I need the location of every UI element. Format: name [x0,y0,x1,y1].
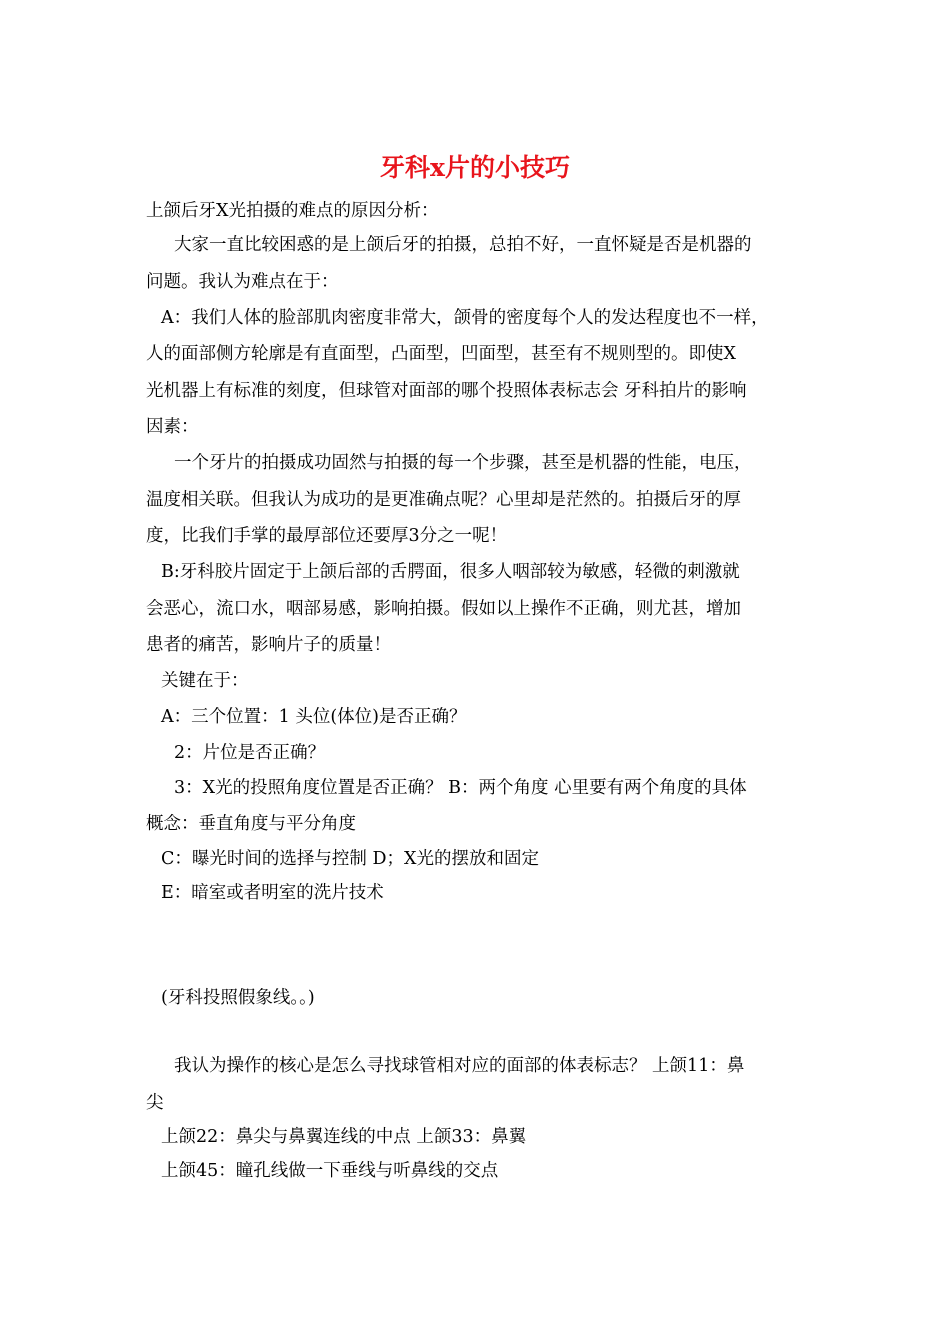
paragraph-line: 2：片位是否正确？ [174,743,326,763]
document-title: 牙科x片的小技巧 [380,153,570,182]
paragraph-line: 上颌22：鼻尖与鼻翼连线的中点 上颌33：鼻翼 [161,1127,527,1147]
paragraph-line: 尖 [146,1093,164,1113]
paragraph-line: E：暗室或者明室的洗片技术 [161,883,384,903]
paragraph-line: (牙科投照假象线。。) [161,988,315,1008]
paragraph-line: 关键在于： [161,671,249,691]
paragraph-line: 因素： [146,417,199,437]
paragraph-line: A：三个位置：1 头位(体位)是否正确？ [161,707,467,727]
paragraph-line: 温度相关联。但我认为成功的是更准确点呢？心里却是茫然的。拍摄后牙的厚 [146,490,741,510]
paragraph-line: 上颌后牙X光拍摄的难点的原因分析： [146,201,439,221]
paragraph-line: B:牙科胶片固定于上颌后部的舌腭面，很多人咽部较为敏感，轻微的刺激就 [161,562,740,582]
paragraph-line: 上颌45：瞳孔线做一下垂线与听鼻线的交点 [161,1161,499,1181]
paragraph-line: 度，比我们手掌的最厚部位还要厚3分之一呢！ [146,526,508,546]
paragraph-line: A：我们人体的脸部肌肉密度非常大，颌骨的密度每个人的发达程度也不一样， [161,308,769,328]
paragraph-line: 光机器上有标准的刻度，但球管对面部的哪个投照体表标志会 牙科拍片的影响 [146,381,747,401]
paragraph-line: 3：X光的投照角度位置是否正确？ B：两个角度 心里要有两个角度的具体 [174,778,747,798]
paragraph-line: 我认为操作的核心是怎么寻找球管相对应的面部的体表标志？ 上颌11：鼻 [174,1056,745,1076]
paragraph-line: 问题。我认为难点在于： [146,272,339,292]
paragraph-line: 人的面部侧方轮廓是有直面型，凸面型，凹面型，甚至有不规则型的。即使X [146,344,736,364]
paragraph-line: 概念：垂直角度与平分角度 [146,814,356,834]
paragraph-line: 患者的痛苦，影响片子的质量！ [146,635,391,655]
paragraph-line: 一个牙片的拍摄成功固然与拍摄的每一个步骤，甚至是机器的性能，电压， [174,453,752,473]
paragraph-line: C：曝光时间的选择与控制 D；X光的摆放和固定 [161,849,539,869]
paragraph-line: 大家一直比较困惑的是上颌后牙的拍摄，总拍不好，一直怀疑是否是机器的 [174,235,752,255]
paragraph-line: 会恶心，流口水，咽部易感，影响拍摄。假如以上操作不正确，则尤甚，增加 [146,599,741,619]
